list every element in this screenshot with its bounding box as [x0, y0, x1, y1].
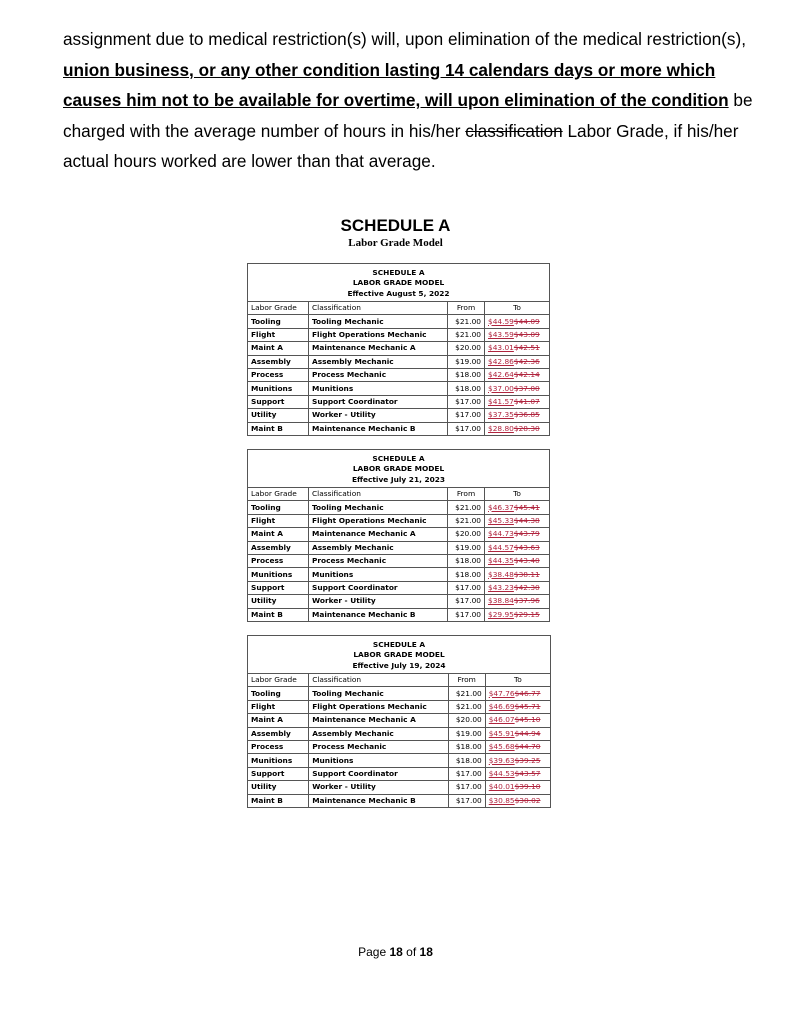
new-rate: $43.23	[488, 582, 514, 592]
classification-cell: Maintenance Mechanic A	[309, 528, 448, 541]
labor-grade-cell: Support	[248, 395, 309, 408]
table-row	[248, 568, 550, 581]
classification-cell: Maintenance Mechanic B	[309, 794, 448, 807]
old-rate-struck: $45.71	[514, 701, 541, 711]
old-rate-struck: $42.36	[513, 356, 540, 366]
new-rate: $44.59	[488, 316, 514, 326]
body-paragraph	[63, 24, 763, 177]
labor-grade-cell: Munitions	[248, 382, 309, 395]
new-rate: $38.84	[488, 596, 514, 606]
table-row	[248, 382, 550, 395]
to-rate-cell	[485, 328, 550, 341]
classification-cell: Support Coordinator	[309, 395, 448, 408]
table-row	[248, 422, 550, 435]
new-rate: $47.76	[488, 688, 515, 698]
table-row	[248, 767, 551, 780]
to-rate-cell	[485, 568, 550, 581]
table-row	[248, 315, 550, 328]
table-header-line: LABOR GRADE MODEL	[353, 650, 445, 660]
footer-page-number: 18	[389, 945, 403, 959]
classification-cell: Process Mechanic	[309, 368, 448, 381]
labor-grade-cell: Process	[248, 368, 309, 381]
table-header-line: SCHEDULE A	[372, 453, 425, 463]
classification-cell: Process Mechanic	[309, 740, 448, 753]
classification-cell: Munitions	[309, 568, 448, 581]
to-rate-cell	[485, 781, 550, 794]
table-row	[248, 794, 551, 807]
to-rate-cell	[485, 581, 550, 594]
table-row	[248, 727, 551, 740]
to-rate-cell	[485, 395, 550, 408]
old-rate-struck: $36.85	[513, 410, 540, 420]
column-header-labor-grade: Labor Grade	[248, 674, 309, 687]
labor-grade-cell: Tooling	[248, 315, 309, 328]
from-rate-cell: $19.00	[448, 355, 485, 368]
new-rate: $42.64	[488, 370, 514, 380]
table-row	[248, 501, 550, 514]
table-row	[248, 342, 550, 355]
from-rate-cell: $18.00	[448, 382, 485, 395]
classification-cell: Munitions	[309, 754, 448, 767]
labor-grade-cell: Process	[248, 554, 309, 567]
from-rate-cell: $17.00	[448, 794, 485, 807]
to-rate-cell	[485, 368, 550, 381]
classification-cell: Maintenance Mechanic A	[309, 714, 448, 727]
classification-cell: Flight Operations Mechanic	[309, 328, 448, 341]
schedule-subtitle: Labor Grade Model	[348, 237, 443, 249]
labor-grade-cell: Assembly	[248, 355, 309, 368]
table-row	[248, 781, 551, 794]
column-header-labor-grade: Labor Grade	[248, 302, 309, 315]
column-header-from: From	[448, 674, 485, 687]
new-rate: $44.35	[488, 556, 514, 566]
footer-total-pages: 18	[419, 945, 433, 959]
table-header-line: Effective July 19, 2024	[352, 660, 446, 670]
old-rate-struck: $39.25	[514, 755, 541, 765]
new-rate: $45.91	[488, 728, 515, 738]
to-rate-cell	[485, 687, 550, 700]
classification-cell: Worker - Utility	[309, 781, 448, 794]
from-rate-cell: $19.00	[448, 541, 485, 554]
new-rate: $44.73	[488, 529, 514, 539]
old-rate-struck: $30.02	[514, 795, 541, 805]
table-row	[248, 581, 550, 594]
old-rate-struck: $46.77	[514, 688, 541, 698]
labor-grade-cell: Maint B	[248, 422, 309, 435]
new-rate: $46.37	[488, 502, 514, 512]
old-rate-struck: $44.38	[513, 515, 540, 525]
old-rate-struck: $37.96	[513, 596, 540, 606]
table-row	[248, 754, 551, 767]
to-rate-cell	[485, 528, 550, 541]
from-rate-cell: $18.00	[448, 754, 485, 767]
old-rate-struck: $38.11	[513, 569, 540, 579]
to-rate-cell	[485, 382, 550, 395]
to-rate-cell	[485, 342, 550, 355]
classification-cell: Support Coordinator	[309, 581, 448, 594]
column-header-classification: Classification	[309, 488, 448, 501]
from-rate-cell: $17.00	[448, 409, 485, 422]
old-rate-struck: $42.14	[513, 370, 540, 380]
to-rate-cell	[485, 595, 550, 608]
to-rate-cell	[485, 315, 550, 328]
table-header	[248, 636, 551, 674]
from-rate-cell: $17.00	[448, 395, 485, 408]
labor-grade-cell: Assembly	[248, 727, 309, 740]
new-rate: $37.00	[488, 383, 514, 393]
to-rate-cell	[485, 355, 550, 368]
old-rate-struck: $43.09	[513, 329, 540, 339]
labor-grade-cell: Flight	[248, 514, 309, 527]
to-rate-cell	[485, 554, 550, 567]
table-row	[248, 554, 550, 567]
paragraph-text: Labor Grade, if his/her actual hours worked are lower than that average.	[63, 120, 739, 172]
column-header-from: From	[448, 302, 485, 315]
from-rate-cell: $21.00	[448, 315, 485, 328]
classification-cell: Tooling Mechanic	[309, 687, 448, 700]
table-row	[248, 368, 550, 381]
table-header-line: LABOR GRADE MODEL	[352, 278, 445, 288]
column-header-to: To	[485, 674, 550, 687]
from-rate-cell: $20.00	[448, 714, 485, 727]
table-row	[248, 595, 550, 608]
page-footer	[0, 945, 791, 959]
table-row	[248, 395, 550, 408]
new-rate: $46.07	[488, 715, 515, 725]
new-rate: $42.86	[488, 356, 514, 366]
classification-cell: Assembly Mechanic	[309, 541, 448, 554]
footer-middle: of	[402, 945, 420, 959]
table-row	[248, 687, 551, 700]
labor-grade-table	[247, 263, 550, 436]
from-rate-cell: $18.00	[448, 554, 485, 567]
new-rate: $39.63	[488, 755, 515, 765]
from-rate-cell: $17.00	[448, 781, 485, 794]
paragraph-text: be charged with the average number of hours in his/her	[63, 90, 753, 141]
labor-grade-table	[247, 635, 551, 808]
to-rate-cell	[485, 409, 550, 422]
to-rate-cell	[485, 754, 550, 767]
table-row	[248, 328, 550, 341]
old-rate-struck: $45.10	[514, 715, 541, 725]
from-rate-cell: $20.00	[448, 342, 485, 355]
old-rate-struck: $43.79	[513, 529, 540, 539]
from-rate-cell: $19.00	[448, 727, 485, 740]
column-header-row	[248, 302, 550, 315]
classification-cell: Munitions	[309, 382, 448, 395]
labor-grade-cell: Maint A	[248, 342, 309, 355]
to-rate-cell	[485, 740, 550, 753]
column-header-row	[248, 488, 550, 501]
column-header-row	[248, 674, 551, 687]
table-header-line: Effective July 21, 2023	[351, 474, 446, 484]
new-rate: $44.57	[488, 542, 514, 552]
to-rate-cell	[485, 727, 550, 740]
classification-cell: Worker - Utility	[309, 595, 448, 608]
new-rate: $43.01	[488, 343, 514, 353]
footer-prefix: Page	[358, 945, 390, 959]
labor-grade-cell: Maint B	[248, 794, 309, 807]
old-rate-struck: $29.15	[513, 609, 540, 619]
old-rate-struck: $39.10	[514, 782, 541, 792]
labor-grade-cell: Utility	[248, 595, 309, 608]
from-rate-cell: $17.00	[448, 608, 485, 621]
new-rate: $45.68	[488, 742, 515, 752]
column-header-labor-grade: Labor Grade	[248, 488, 309, 501]
from-rate-cell: $17.00	[448, 595, 485, 608]
new-rate: $41.57	[488, 396, 514, 406]
new-rate: $28.80	[488, 423, 514, 433]
new-rate: $29.95	[488, 609, 514, 619]
to-rate-cell	[485, 700, 550, 713]
from-rate-cell: $21.00	[448, 700, 485, 713]
old-rate-struck: $42.51	[513, 343, 540, 353]
classification-cell: Tooling Mechanic	[309, 315, 448, 328]
labor-grade-cell: Tooling	[248, 501, 309, 514]
table-header-line: LABOR GRADE MODEL	[352, 464, 445, 474]
to-rate-cell	[485, 794, 550, 807]
old-rate-struck: $44.09	[513, 316, 540, 326]
classification-cell: Assembly Mechanic	[309, 355, 448, 368]
labor-grade-cell: Munitions	[248, 568, 309, 581]
labor-grade-cell: Flight	[248, 700, 309, 713]
classification-cell: Assembly Mechanic	[309, 727, 448, 740]
new-rate: $45.33	[488, 515, 514, 525]
from-rate-cell: $21.00	[448, 501, 485, 514]
labor-grade-cell: Flight	[248, 328, 309, 341]
labor-grade-cell: Utility	[248, 781, 309, 794]
from-rate-cell: $17.00	[448, 767, 485, 780]
table-header-line: SCHEDULE A	[372, 639, 426, 649]
table-row	[248, 409, 550, 422]
to-rate-cell	[485, 767, 550, 780]
column-header-from: From	[448, 488, 485, 501]
from-rate-cell: $21.00	[448, 687, 485, 700]
labor-grade-cell: Maint B	[248, 608, 309, 621]
column-header-classification: Classification	[309, 302, 448, 315]
new-rate: $46.69	[488, 701, 515, 711]
labor-grade-cell: Tooling	[248, 687, 309, 700]
table-header-line: SCHEDULE A	[372, 267, 425, 277]
old-rate-struck: $45.41	[513, 502, 540, 512]
table-header	[248, 264, 550, 302]
from-rate-cell: $17.00	[448, 422, 485, 435]
from-rate-cell: $21.00	[448, 514, 485, 527]
labor-grade-cell: Support	[248, 581, 309, 594]
new-rate: $40.01	[488, 782, 515, 792]
paragraph-deleted-text: classification	[465, 120, 563, 141]
to-rate-cell	[485, 541, 550, 554]
column-header-to: To	[485, 302, 550, 315]
classification-cell: Worker - Utility	[309, 409, 448, 422]
classification-cell: Flight Operations Mechanic	[309, 700, 448, 713]
labor-grade-cell: Assembly	[248, 541, 309, 554]
table-row	[248, 355, 550, 368]
to-rate-cell	[485, 422, 550, 435]
table-row	[248, 714, 551, 727]
new-rate: $38.48	[488, 569, 514, 579]
classification-cell: Maintenance Mechanic B	[309, 422, 448, 435]
from-rate-cell: $21.00	[448, 328, 485, 341]
classification-cell: Flight Operations Mechanic	[309, 514, 448, 527]
table-header	[248, 450, 550, 488]
labor-grade-cell: Maint A	[248, 528, 309, 541]
new-rate: $30.85	[488, 795, 515, 805]
to-rate-cell	[485, 714, 550, 727]
table-header-line: Effective August 5, 2022	[347, 288, 450, 298]
column-header-classification: Classification	[309, 674, 448, 687]
to-rate-cell	[485, 608, 550, 621]
table-row	[248, 528, 550, 541]
labor-grade-table	[247, 449, 550, 622]
old-rate-struck: $43.57	[514, 768, 541, 778]
classification-cell: Maintenance Mechanic B	[309, 608, 448, 621]
old-rate-struck: $44.70	[514, 742, 541, 752]
from-rate-cell: $18.00	[448, 568, 485, 581]
new-rate: $37.35	[488, 410, 514, 420]
classification-cell: Process Mechanic	[309, 554, 448, 567]
new-rate: $43.59	[488, 329, 514, 339]
old-rate-struck: $43.40	[513, 556, 540, 566]
classification-cell: Maintenance Mechanic A	[309, 342, 448, 355]
to-rate-cell	[485, 514, 550, 527]
classification-cell: Support Coordinator	[309, 767, 448, 780]
to-rate-cell	[485, 501, 550, 514]
table-row	[248, 700, 551, 713]
labor-grade-cell: Process	[248, 740, 309, 753]
old-rate-struck: $43.63	[513, 542, 540, 552]
paragraph-text: assignment due to medical restriction(s) will, upon elimination of the medical restriction(s),	[63, 29, 747, 49]
from-rate-cell: $18.00	[448, 740, 485, 753]
schedule-title: SCHEDULE A	[340, 216, 451, 235]
old-rate-struck: $44.94	[514, 728, 541, 738]
table-row	[248, 514, 550, 527]
labor-grade-cell: Maint A	[248, 714, 309, 727]
old-rate-struck: $37.00	[513, 383, 540, 393]
paragraph-amendment-text: union business, or any other condition lasting 14 calendars days or more which causes him not to be available for overtime, will upon elimination of the condition	[63, 59, 729, 111]
old-rate-struck: $28.30	[513, 423, 540, 433]
table-row	[248, 740, 551, 753]
from-rate-cell: $17.00	[448, 581, 485, 594]
table-row	[248, 541, 550, 554]
labor-grade-cell: Utility	[248, 409, 309, 422]
from-rate-cell: $20.00	[448, 528, 485, 541]
labor-grade-cell: Munitions	[248, 754, 309, 767]
new-rate: $44.53	[488, 768, 515, 778]
labor-grade-cell: Support	[248, 767, 309, 780]
old-rate-struck: $41.07	[513, 396, 540, 406]
column-header-to: To	[485, 488, 550, 501]
classification-cell: Tooling Mechanic	[309, 501, 448, 514]
from-rate-cell: $18.00	[448, 368, 485, 381]
table-row	[248, 608, 550, 621]
old-rate-struck: $42.30	[513, 582, 540, 592]
